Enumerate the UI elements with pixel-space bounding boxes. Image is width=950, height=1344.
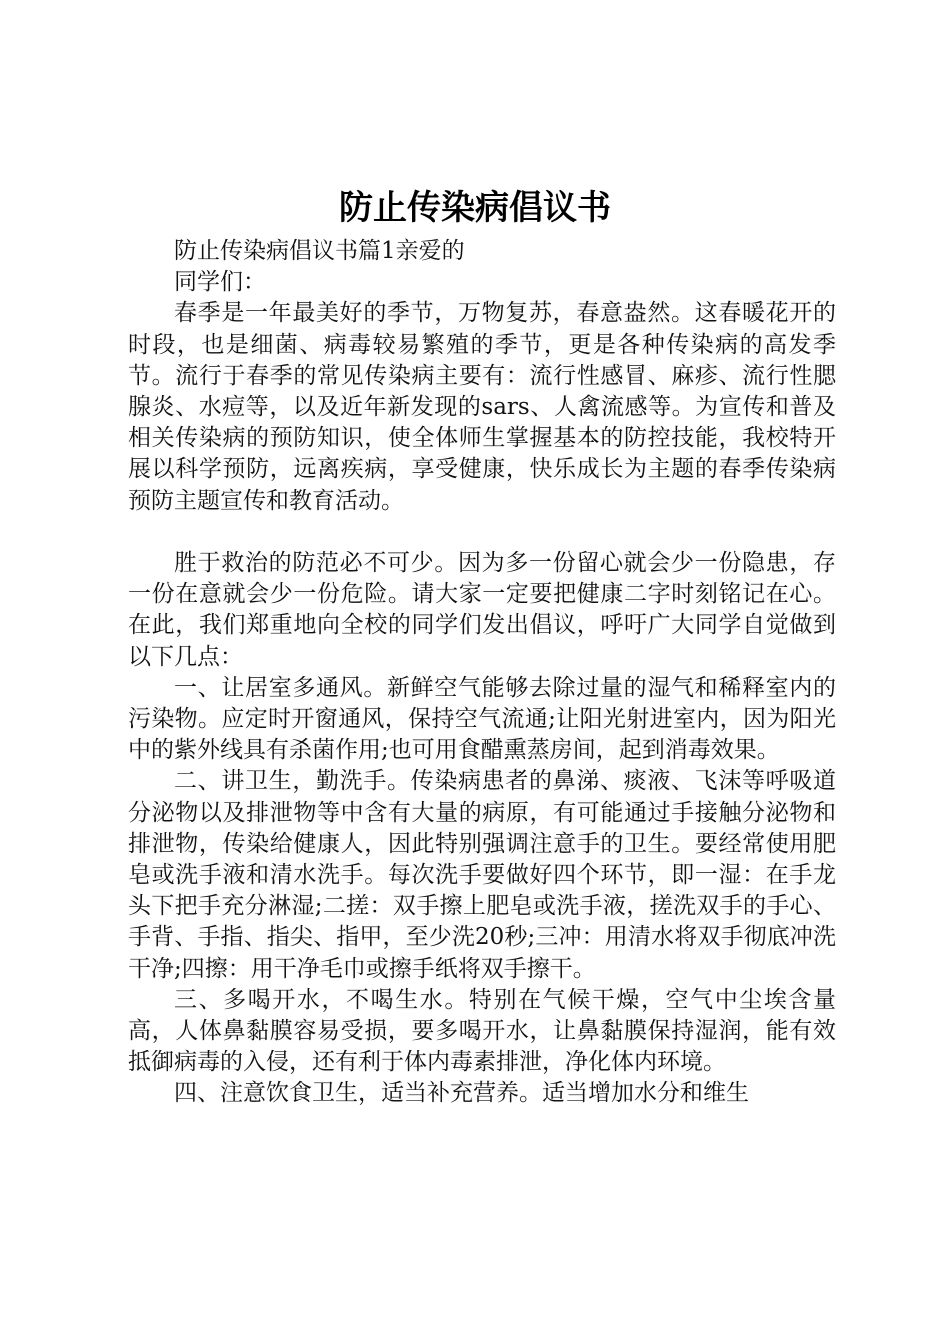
paragraph-point-handwashing: 二、讲卫生，勤洗手。传染病患者的鼻涕、痰液、飞沫等呼吸道分泌物以及排泄物等中含有大量的病原，有可能通过手接触分泌物和排泄物，传染给健康人，因此特别强调注意手的卫生。要经常使用肥皂或洗手液和清水洗手。每次洗手要做好四个环节，即一湿：在手龙头下把手充分淋湿;二搓：双手擦上肥皂或洗手液，搓洗双手的手心、手背、手指、指尖、指甲，至少洗20秒;三冲：用清水将双手彻底冲洗干净;四擦：用干净毛巾或擦手纸将双手擦干。 — [128, 768, 836, 982]
paragraph-call-to-action: 胜于救治的防范必不可少。因为多一份留心就会少一份隐患，存一份在意就会少一份危险。请大家一定要把健康二字时刻铭记在心。在此，我们郑重地向全校的同学们发出倡议，呼吁广大同学自觉做到以下几点： — [128, 550, 836, 670]
document-title: 防止传染病倡议书 — [339, 188, 611, 228]
paragraph-salutation: 同学们： — [174, 269, 266, 296]
paragraph-point-drink-water: 三、多喝开水，不喝生水。特别在气候干燥，空气中尘埃含量高，人体鼻黏膜容易受损，要多喝开水，让鼻黏膜保持湿润，能有效抵御病毒的入侵，还有利于体内毒素排泄，净化体内环境。 — [128, 986, 836, 1076]
paragraph-heading-line: 防止传染病倡议书篇1亲爱的 — [174, 238, 465, 264]
paragraph-point-ventilation: 一、让居室多通风。新鲜空气能够去除过量的湿气和稀释室内的污染物。应定时开窗通风，保持空气流通;让阳光射进室内，因为阳光中的紫外线具有杀菌作用;也可用食醋熏蒸房间，起到消毒效果。 — [128, 674, 836, 764]
document-body — [128, 236, 836, 1110]
paragraph-point-diet: 四、注意饮食卫生，适当补充营养。适当增加水分和维生 — [174, 1080, 749, 1107]
paragraph-intro: 春季是一年最美好的季节，万物复苏，春意盎然。这春暖花开的时段，也是细菌、病毒较易繁殖的季节，更是各种传染病的高发季节。流行于春季的常见传染病主要有：流行性感冒、麻疹、流行性腮腺炎、水痘等，以及近年新发现的sars、人禽流感等。为宣传和普及相关传染病的预防知识，使全体师生掌握基本的防控技能，我校特开展以科学预防，远离疾病，享受健康，快乐成长为主题的春季传染病预防主题宣传和教育活动。 — [128, 300, 836, 514]
